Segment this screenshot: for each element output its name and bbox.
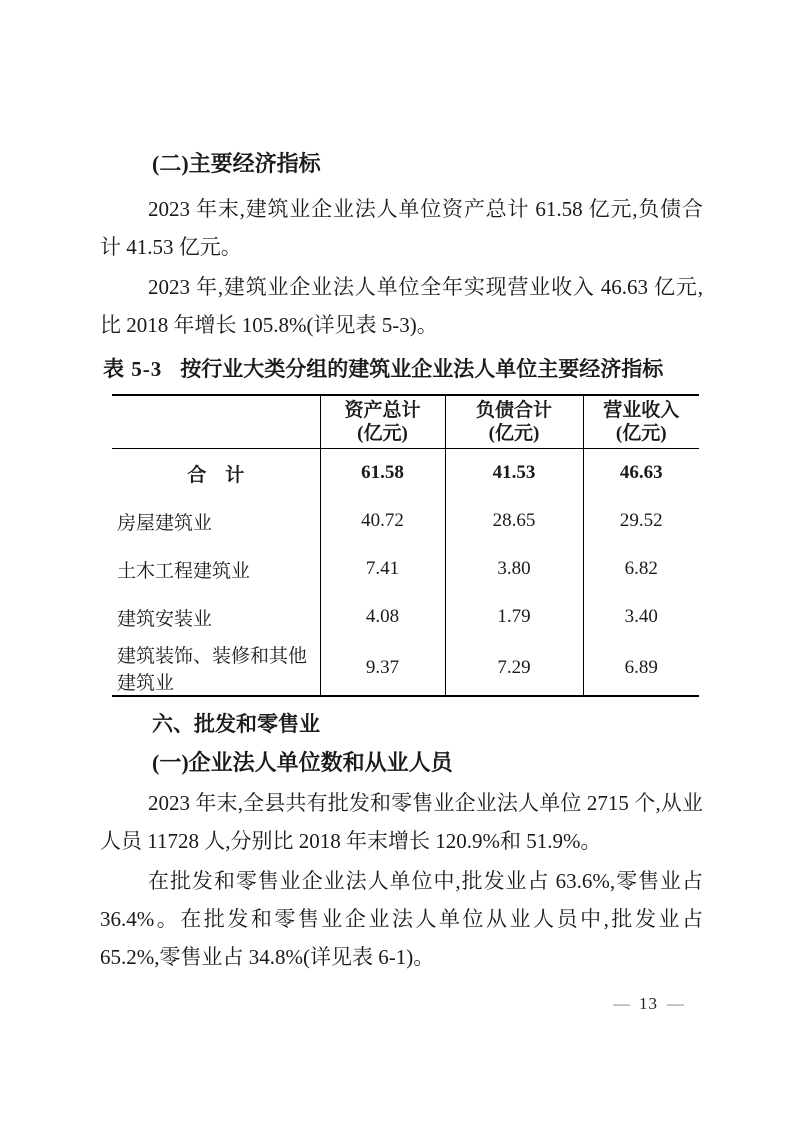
- column-unit: (亿元): [488, 423, 540, 444]
- page-number: [613, 994, 684, 1014]
- cell-liabilities: 7.29: [445, 641, 583, 696]
- table-header: [112, 395, 699, 449]
- cell-liabilities: 41.53: [445, 449, 583, 498]
- column-unit: (亿元): [357, 423, 408, 444]
- cell-liabilities: 1.79: [445, 593, 583, 641]
- page-number-dash-left: —: [613, 994, 630, 1013]
- cell-liabilities: 3.80: [445, 545, 583, 593]
- table-header-liabilities: [445, 395, 583, 449]
- cell-assets: 4.08: [320, 593, 445, 641]
- heading-legal-units-employees: (一)企业法人单位数和从业人员: [152, 750, 453, 775]
- row-label: 建筑装饰、装修和其他建筑业: [117, 646, 308, 694]
- cell-revenue: 6.82: [583, 545, 699, 593]
- cell-revenue: 6.89: [583, 641, 699, 696]
- table-row-decoration-other: [112, 641, 699, 696]
- table-header-revenue: [583, 395, 699, 449]
- cell-revenue: 46.63: [583, 449, 699, 498]
- row-label: 合 计: [187, 464, 245, 486]
- page-number-dash-right: —: [667, 994, 684, 1013]
- cell-assets: 40.72: [320, 497, 445, 545]
- table-row-civil-engineering: [112, 545, 699, 593]
- cell-revenue: 3.40: [583, 593, 699, 641]
- table-row-housing-construction: [112, 497, 699, 545]
- heading-economic-indicators: (二)主要经济指标: [152, 151, 321, 176]
- cell-assets: 9.37: [320, 641, 445, 696]
- row-label: 房屋建筑业: [117, 512, 213, 534]
- paragraph-units-employees: 2023 年末,全县共有批发和零售业企业法人单位 2715 个,从业人员 11728 人,分别比 2018 年末增长 120.9%和 51.9%。: [100, 791, 703, 853]
- table-5-3: [112, 394, 699, 697]
- table-header-stub: [112, 395, 320, 449]
- table-title: [103, 356, 703, 382]
- table-body: [112, 449, 699, 697]
- page-number-value: 13: [639, 994, 658, 1013]
- column-label: 负债合计: [475, 400, 552, 421]
- heading-wholesale-retail: 六、批发和零售业: [152, 713, 320, 736]
- cell-assets: 7.41: [320, 545, 445, 593]
- table-row-installation: [112, 593, 699, 641]
- paragraph-operating-revenue: 2023 年,建筑业企业法人单位全年实现营业收入 46.63 亿元,比 2018 年增长 105.8%(详见表 5-3)。: [100, 275, 703, 337]
- row-label: 土木工程建筑业: [117, 560, 251, 582]
- table-number: 表 5-3: [103, 357, 163, 381]
- cell-assets: 61.58: [320, 449, 445, 498]
- cell-liabilities: 28.65: [445, 497, 583, 545]
- column-unit: (亿元): [615, 423, 667, 444]
- table-header-row: [112, 395, 699, 449]
- row-label: 建筑安装业: [117, 608, 213, 630]
- cell-revenue: 29.52: [583, 497, 699, 545]
- paragraph-wholesale-retail-share: 在批发和零售业企业法人单位中,批发业占 63.6%,零售业占 36.4%。在批发和零售业企业法人单位从业人员中,批发业占 65.2%,零售业占 34.8%(详见表 6-1)。: [100, 869, 703, 969]
- table-row-total: [112, 449, 699, 498]
- column-label: 营业收入: [603, 400, 680, 421]
- column-label: 资产总计: [344, 400, 421, 421]
- paragraph-assets-liabilities: 2023 年末,建筑业企业法人单位资产总计 61.58 亿元,负债合计 41.53 亿元。: [100, 197, 703, 259]
- table-title-text: 按行业大类分组的建筑业企业法人单位主要经济指标: [180, 357, 664, 381]
- table-header-assets: [320, 395, 445, 449]
